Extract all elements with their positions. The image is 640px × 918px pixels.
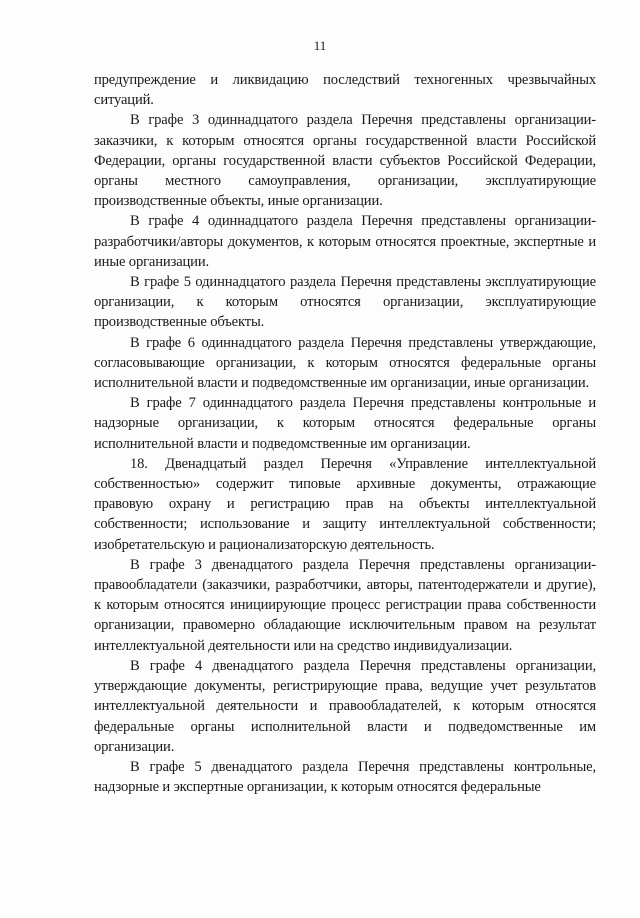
- paragraph: В графе 4 одиннадцатого раздела Перечня представлены организации-разработчики/авторы документов, к которым относятся проектные, экспертные и иные организации.: [94, 213, 596, 270]
- paragraph: В графе 3 одиннадцатого раздела Перечня представлены организации-заказчики, к которым относятся органы государственной власти Российской Федерации, органы государственной власти субъектов Российской Федерации, органы местного самоуправления, организации, эксплуатирующие производственные объекты, иные организации.: [94, 112, 596, 210]
- paragraph: В графе 6 одиннадцатого раздела Перечня представлены утверждающие, согласовывающие организации, к которым относятся федеральные органы исполнительной власти и подведомственные им организации, иные организации.: [94, 334, 596, 392]
- document-body: [94, 70, 596, 797]
- paragraph-continuation: предупреждение и ликвидацию последствий техногенных чрезвычайных ситуаций.: [94, 72, 596, 109]
- page-number: 11: [313, 38, 327, 53]
- paragraph: В графе 4 двенадцатого раздела Перечня представлены организации, утверждающие документы, регистрирующие права, ведущие учет результатов интеллектуальной деятельности и правообладателей, к которым относятся федеральные органы исполнительной власти и подведомственные им организации.: [94, 657, 596, 755]
- paragraph: В графе 7 одиннадцатого раздела Перечня представлены контрольные и надзорные организации, к которым относятся федеральные органы исполнительной власти и подведомственные им организации.: [94, 395, 596, 452]
- paragraph: В графе 5 двенадцатого раздела Перечня представлены контрольные, надзорные и экспертные организации, к которым относятся федеральные: [94, 758, 596, 796]
- paragraph-section-18: 18. Двенадцатый раздел Перечня «Управление интеллектуальной собственностью» содержит типовые архивные документы, отражающие правовую охрану и регистрацию прав на объекты интеллектуальной собственности; использование и защиту интеллектуальной собственности; изобретательскую и рационализаторскую деятельность.: [94, 455, 596, 553]
- paragraph: В графе 5 одиннадцатого раздела Перечня представлены эксплуатирующие организации, к которым относятся организации, эксплуатирующие производственные объекты.: [94, 274, 596, 331]
- paragraph: В графе 3 двенадцатого раздела Перечня представлены организации-правообладатели (заказчики, разработчики, авторы, патентодержатели и другие), к которым относятся инициирующие процесс регистрации права собственности организации, правомерно обладающие исключительным правом на результат интеллектуальной деятельности или на средство индивидуализации.: [94, 556, 596, 654]
